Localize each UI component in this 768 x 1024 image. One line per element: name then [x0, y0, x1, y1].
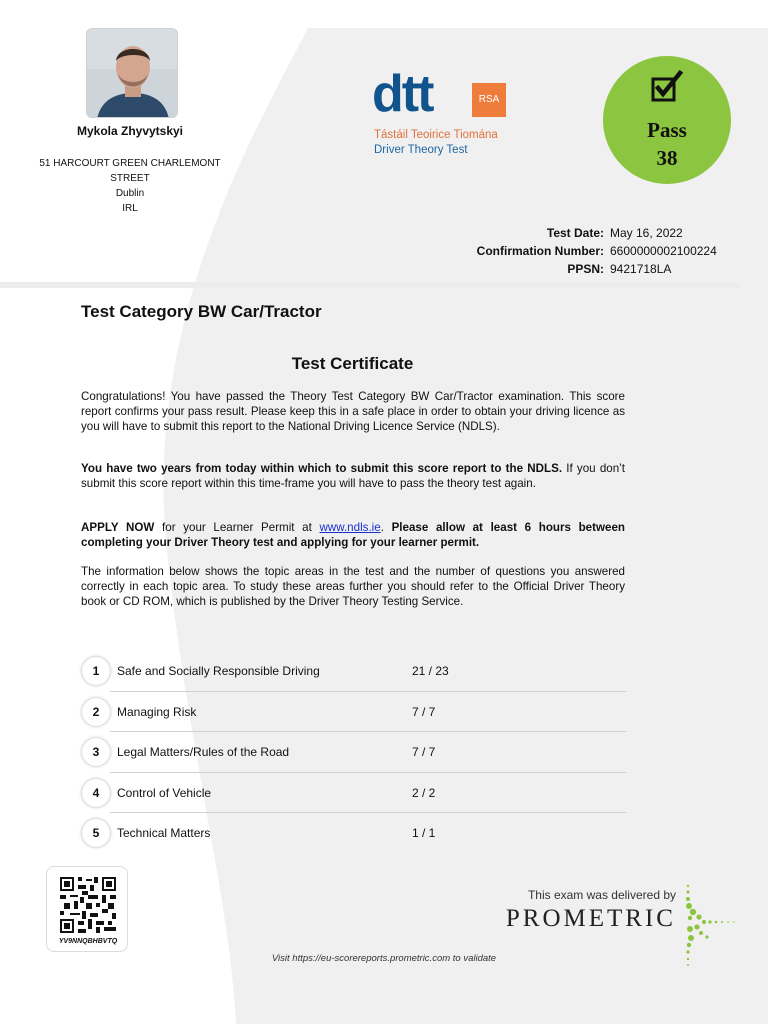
dtt-logo-text: dtt: [372, 65, 433, 123]
topic-number: 2: [82, 698, 110, 726]
result-status: Pass: [647, 118, 687, 142]
topic-list: [80, 651, 626, 854]
topic-label: Managing Risk: [117, 704, 197, 719]
topic-score: 7 / 7: [412, 704, 436, 719]
prometric-brand: PROMETRIC: [505, 905, 676, 932]
topic-row: [80, 651, 626, 692]
topic-label: Legal Matters/Rules of the Road: [117, 745, 290, 759]
checkbox-check-icon: [650, 70, 684, 104]
test-date-row: [477, 224, 720, 242]
result-score: 38: [656, 146, 678, 170]
topic-row: [80, 692, 626, 733]
address-line: STREET: [110, 173, 150, 184]
candidate-photo: [86, 28, 178, 118]
topic-score: 1 / 1: [412, 826, 436, 840]
candidate-address: [30, 156, 230, 216]
topic-score: 7 / 7: [412, 745, 436, 759]
test-date-value: May 16, 2022: [610, 226, 683, 240]
qr-code-id: YV9NNQBHBVTQ: [58, 938, 118, 945]
candidate-name: Mykola Zhyvytskyi: [76, 124, 184, 138]
apply-dot: .: [380, 521, 392, 534]
person-photo-icon: [87, 29, 178, 118]
topic-number: 1: [82, 657, 110, 685]
topic-number: 4: [82, 779, 110, 807]
topic-row: [80, 773, 626, 814]
rsa-logo-box: RSA: [472, 83, 506, 117]
congratulations-paragraph: Congratulations! You have passed the Theory Test Category BW Car/Tractor examination. This score report confirms your pass result. Please keep this in a safe place in order to obtain your driving licence as you will have to submit this report to the National Driving Licence Service (NDLS).: [81, 390, 625, 433]
address-line: IRL: [122, 203, 138, 214]
deadline-text: If you don’t submit this score report within this time-frame you will have to pass the theory test again.: [81, 462, 625, 490]
apply-note-bold: Please allow at least 6 hours between completing your Driver Theory test and applying for your learner permit.: [81, 521, 625, 549]
confirmation-value: 6600000002100224: [610, 244, 717, 258]
ppsn-value: 9421718LA: [610, 262, 672, 276]
topic-label: Technical Matters: [117, 826, 211, 840]
ppsn-row: [477, 260, 720, 278]
test-details: [477, 224, 720, 278]
confirmation-label: Confirmation Number:: [476, 244, 604, 258]
test-date-label: Test Date:: [546, 226, 604, 240]
topic-label: Control of Vehicle: [117, 785, 212, 800]
address-line: 51 HARCOURT GREEN CHARLEMONT: [39, 158, 221, 169]
topic-number: 5: [82, 819, 110, 847]
apply-text: for your Learner Permit at: [154, 521, 320, 534]
topic-score: 21 / 23: [412, 664, 449, 678]
apply-paragraph: [81, 520, 625, 550]
delivered-by-text: This exam was delivered by: [527, 888, 676, 902]
topic-row: [80, 732, 626, 773]
header-divider: [0, 282, 740, 288]
ndls-link[interactable]: www.ndls.ie: [319, 521, 381, 534]
topic-label: Safe and Socially Responsible Driving: [117, 664, 320, 678]
topic-row: [80, 813, 626, 854]
test-category-heading: Test Category BW Car/Tractor: [81, 302, 322, 321]
validate-note: Visit https://eu-scorereports.prometric.com to validate: [271, 953, 497, 964]
dtt-logo: [368, 66, 513, 161]
result-badge: [603, 56, 731, 184]
address-line: Dublin: [115, 188, 145, 199]
irish-test-name: Tástáil Teoirice Tiomána: [374, 129, 498, 141]
apply-now-text: APPLY NOW: [81, 521, 155, 534]
deadline-paragraph: [81, 461, 625, 491]
topic-score: 2 / 2: [412, 785, 436, 800]
prometric-logo-icon: [680, 878, 740, 970]
confirmation-row: [477, 242, 720, 260]
certificate-title: Test Certificate: [291, 354, 414, 373]
topic-number: 3: [82, 738, 110, 766]
qr-code-icon: [60, 877, 116, 933]
english-test-name: Driver Theory Test: [374, 144, 468, 156]
ppsn-label: PPSN:: [567, 262, 604, 276]
deadline-bold-text: You have two years from today within which to submit this score report to the NDLS.: [81, 462, 563, 475]
qr-code-box[interactable]: [46, 866, 128, 952]
topics-info-paragraph: The information below shows the topic areas in the test and the number of questions you answered correctly in each topic area. To study these areas further you should refer to the Official Driver Theory book or CD ROM, which is published by the Driver Theory Testing Service.: [81, 565, 625, 608]
